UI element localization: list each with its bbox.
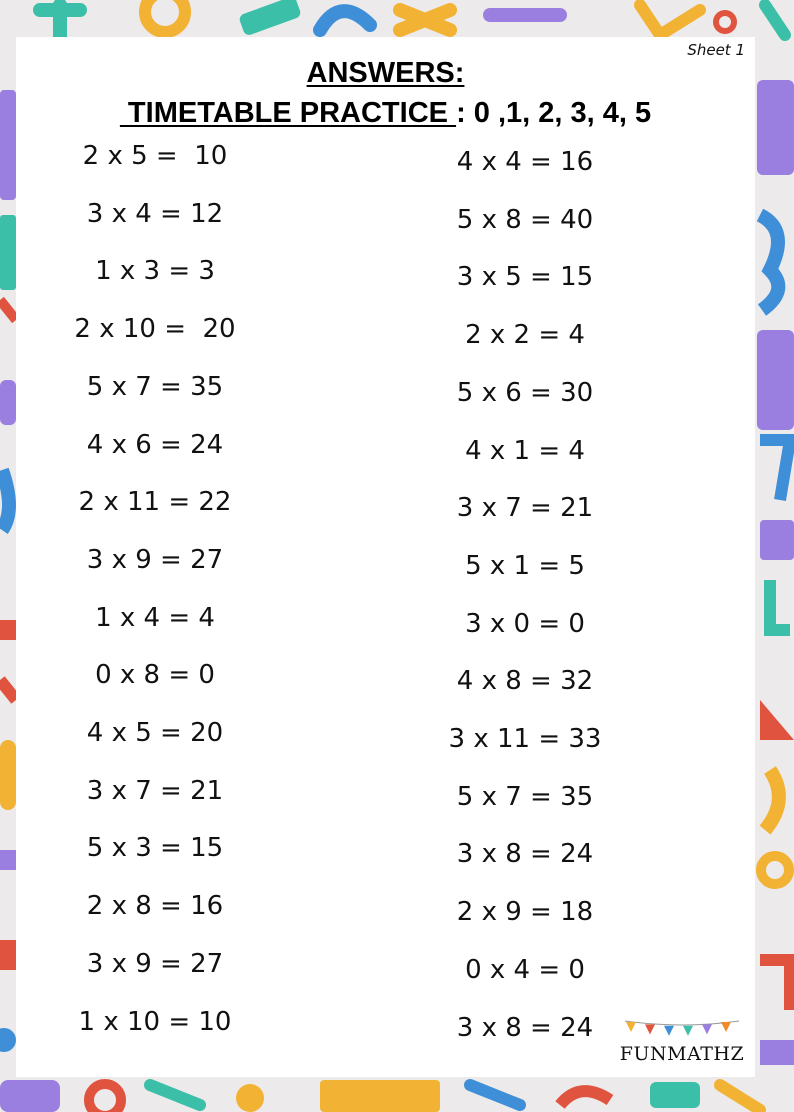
logo-text: FUNMATHZ <box>619 1043 745 1065</box>
right-equation: 2 x 2 = 4 <box>465 320 585 351</box>
bunting-flag <box>645 1024 655 1034</box>
left-equation: 3 x 4 = 12 <box>86 198 224 229</box>
left-equation: 5 x 7 = 35 <box>86 371 224 402</box>
page-subtitle <box>16 97 755 130</box>
right-equation: 5 x 8 = 40 <box>456 204 594 235</box>
right-equation: 3 x 0 = 0 <box>465 608 585 639</box>
right-equation: 0 x 4 = 0 <box>465 954 585 985</box>
right-equation: 3 x 8 = 24 <box>456 839 594 870</box>
right-equation: 5 x 1 = 5 <box>465 550 585 581</box>
left-equation: 2 x 8 = 16 <box>86 891 224 922</box>
page-title: ANSWERS: <box>306 57 465 89</box>
right-equation: 2 x 9 = 18 <box>456 897 594 928</box>
left-equation: 1 x 3 = 3 <box>95 256 215 287</box>
left-equation: 3 x 9 = 27 <box>86 948 224 979</box>
right-equation: 3 x 5 = 15 <box>456 262 594 293</box>
subtitle-numbers: : 0 ,1, 2, 3, 4, 5 <box>456 97 652 129</box>
left-equation: 2 x 10 = 20 <box>74 314 236 345</box>
worksheet-page <box>16 37 755 1077</box>
sheet-label: Sheet 1 <box>687 41 745 59</box>
left-equation: 4 x 5 = 20 <box>86 718 224 748</box>
right-equation: 4 x 8 = 32 <box>456 666 594 697</box>
bunting-flag <box>721 1022 731 1032</box>
left-equation: 2 x 5 = 10 <box>82 141 228 171</box>
right-equation: 5 x 7 = 35 <box>456 781 594 812</box>
funmathz-logo <box>617 1017 747 1065</box>
bunting-flag <box>626 1022 636 1032</box>
right-equation: 3 x 8 = 24 <box>456 1012 594 1043</box>
left-equation: 4 x 6 = 24 <box>86 429 224 460</box>
right-equation: 4 x 1 = 4 <box>465 435 585 466</box>
left-equation: 2 x 11 = 22 <box>78 487 232 518</box>
left-equation: 3 x 9 = 27 <box>86 544 224 575</box>
right-equation: 4 x 4 = 16 <box>456 147 594 177</box>
left-equation: 1 x 10 = 10 <box>78 1006 232 1037</box>
left-equation: 1 x 4 = 4 <box>95 602 215 633</box>
left-equation: 3 x 7 = 21 <box>86 775 224 806</box>
left-equation: 5 x 3 = 15 <box>86 833 224 864</box>
right-equation: 3 x 11 = 33 <box>448 724 602 754</box>
subtitle-underlined: TIMETABLE PRACTICE <box>119 97 457 129</box>
bunting-flag <box>683 1026 693 1036</box>
left-equation: 0 x 8 = 0 <box>95 660 215 691</box>
right-equation: 3 x 7 = 21 <box>456 493 594 524</box>
bunting-icon <box>617 1017 747 1041</box>
bunting-flag <box>664 1026 674 1036</box>
bunting-flag <box>702 1024 712 1034</box>
right-equation: 5 x 6 = 30 <box>456 377 594 408</box>
